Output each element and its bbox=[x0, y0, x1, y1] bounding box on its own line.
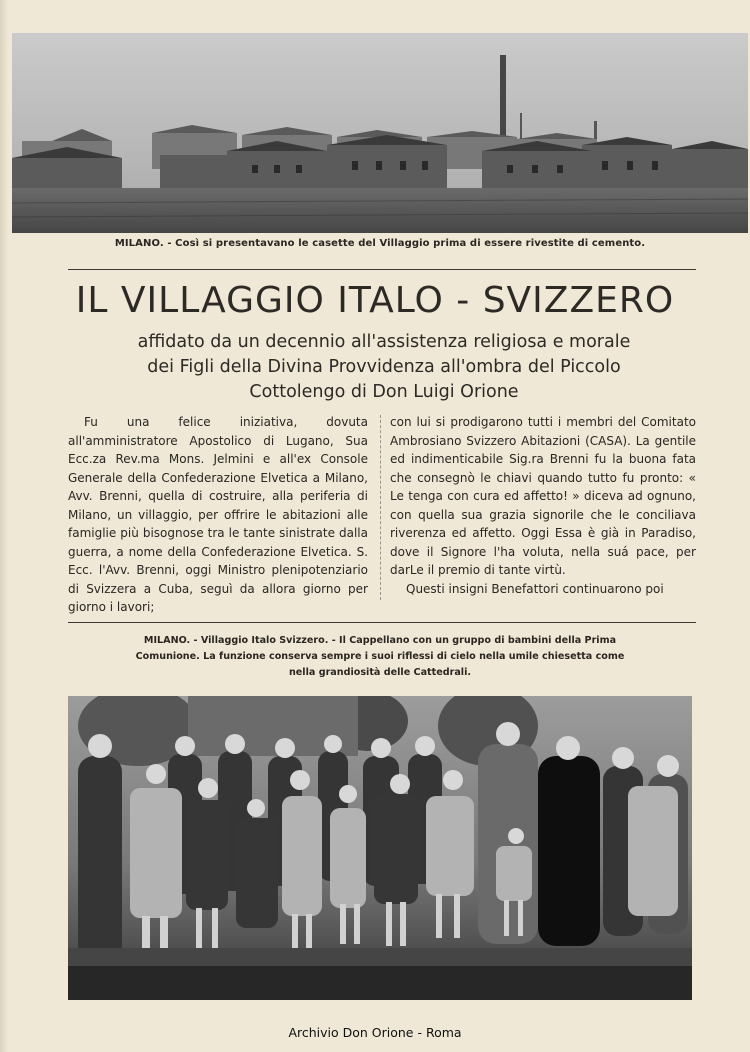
page-title: IL VILLAGGIO ITALO - SVIZZERO bbox=[75, 280, 675, 321]
subtitle-line-3: Cottolengo di Don Luigi Orione bbox=[249, 382, 519, 402]
article-paragraph-left: Fu una felice iniziativa, dovuta all'amministratore Apostolico di Lugano, Sua Ecc.za Rev.ma Mons. Jelmini e all'ex Console Generale della Confederazione Elvetica a Milano, Avv. Brenni, quella di costruire, alla periferia di Milano, un villaggio, per offrire le abitazioni alle famiglie più bisognose tra le tante sinistrate dalla guerra, a nome della Confederazione Elvetica. S. Ecc. l'Avv. Brenni, oggi Ministro plenipotenziario di Svizzera a Cuba, seguì da allora giorno per giorno i lavori; bbox=[68, 415, 368, 614]
top-photo-caption bbox=[60, 238, 700, 249]
bottom-photo-caption bbox=[70, 633, 690, 681]
archive-footer: Archivio Don Orione - Roma bbox=[288, 1025, 462, 1040]
article-paragraph-right-2: Questi insigni Benefattori continuarono poi bbox=[406, 581, 664, 596]
article-paragraph-right-1: con lui si prodigarono tutti i membri del Comitato Ambrosiano Svizzero Abitazioni (CASA). La gentile ed indimenticabile Sig.ra Brenni fu la buona fata che consegnò le chiavi quando tutto fu pronto: « Le tenga con cura ed affetto! » diceva ad ognuno, con quella sua grazia signorile che le conciliava riverenza ed affetto. Oggi Essa è già in Paradiso, dove il Signore l'ha voluta, nella suá pace, per darLe il premio di tante virtù. bbox=[390, 415, 696, 577]
article-left-column bbox=[68, 413, 368, 617]
caption-divider bbox=[68, 622, 696, 623]
headline-divider bbox=[68, 269, 696, 270]
village-houses-illustration bbox=[12, 33, 748, 233]
bottom-caption-text-1: - Villaggio Italo Svizzero. - Il Cappellano con un gruppo di bambini della Prima bbox=[193, 635, 617, 646]
group-photo-illustration bbox=[68, 696, 692, 1000]
top-caption-text: - Così si presentavano le casette del Villaggio prima di essere rivestite di cemento. bbox=[167, 238, 646, 249]
page-subtitle bbox=[96, 330, 672, 405]
subtitle-line-2: dei Figli della Divina Provvidenza all'ombra del Piccolo bbox=[147, 357, 621, 377]
column-divider bbox=[380, 415, 381, 600]
bottom-caption-line-2: Comunione. La funzione conserva sempre i suoi riflessi di cielo nella umile chiesetta come bbox=[135, 651, 625, 662]
page-fold-shadow bbox=[0, 0, 8, 1052]
bottom-caption-place: MILANO. bbox=[143, 635, 191, 646]
bottom-caption-line-1 bbox=[70, 633, 690, 649]
article-right-column bbox=[390, 413, 696, 598]
top-caption-place: MILANO. bbox=[114, 238, 164, 249]
village-houses-photo bbox=[12, 33, 748, 233]
bottom-caption-line-3: nella grandiosità delle Cattedrali. bbox=[288, 667, 472, 678]
first-communion-group-photo bbox=[68, 696, 692, 1000]
subtitle-line-1: affidato da un decennio all'assistenza religiosa e morale bbox=[137, 332, 631, 352]
